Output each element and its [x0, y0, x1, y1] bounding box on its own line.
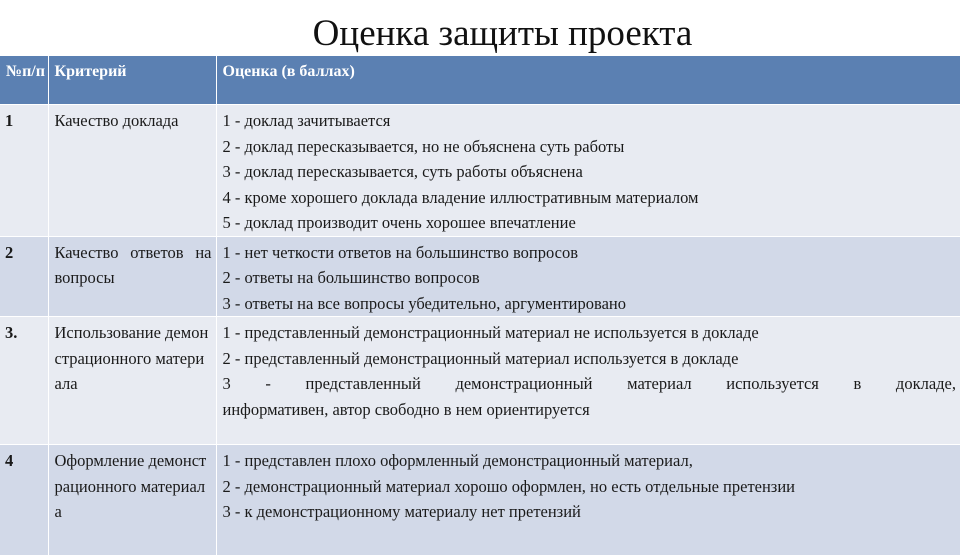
row-scores — [216, 105, 960, 237]
score-line: 2 - демонстрационный материал хорошо оформлен, но есть отдельные претензии — [222, 476, 795, 496]
score-line: 3 - доклад пересказывается, суть работы объяснена — [222, 162, 583, 181]
table-header-row — [0, 56, 960, 105]
score-line: 1 - нет четкости ответов на большинство вопросов — [222, 242, 579, 262]
table-row — [0, 445, 960, 555]
score-line: 2 - доклад пересказывается, но не объяснена суть работы — [222, 136, 625, 156]
header-score: Оценка (в баллах) — [216, 56, 960, 105]
header-criterion: Критерий — [48, 56, 216, 105]
row-criterion: Качество доклада — [48, 105, 216, 237]
score-line: 1 - представлен плохо оформленный демонстрационный материал, — [222, 451, 693, 470]
score-line: 2 - представленный демонстрационный материал используется в докладе — [222, 348, 739, 368]
table-row — [0, 236, 960, 317]
score-line: 4 - кроме хорошего доклада владение иллюстративным материалом — [222, 187, 699, 207]
row-number: 3. — [0, 317, 48, 445]
row-number: 1 — [0, 105, 48, 237]
score-line: 1 - представленный демонстрационный материал не используется в докладе — [222, 323, 759, 342]
score-line: 3 - ответы на все вопросы убедительно, аргументировано — [222, 293, 626, 313]
row-scores — [216, 317, 960, 445]
page-title: Оценка защиты проекта — [312, 13, 693, 54]
row-number: 4 — [0, 445, 48, 555]
table-row — [0, 105, 960, 237]
score-line: информативен, автор свободно в нем ориентируется — [222, 399, 590, 419]
row-criterion: Оформление демонстрационного материала — [48, 445, 216, 555]
row-number: 2 — [0, 236, 48, 317]
score-line: 1 - доклад зачитывается — [222, 111, 391, 130]
evaluation-table — [0, 56, 960, 555]
score-line: 5 - доклад производит очень хорошее впечатление — [222, 213, 576, 232]
table-row — [0, 317, 960, 445]
row-criterion: Качество ответов на вопросы — [48, 236, 216, 317]
row-criterion: Использование демонстрационного материала — [48, 317, 216, 445]
score-line: 3 - к демонстрационному материалу нет претензий — [222, 502, 581, 521]
row-scores — [216, 445, 960, 555]
score-line: 2 - ответы на большинство вопросов — [222, 268, 480, 287]
score-line: 3 - представленный демонстрационный материал используется в докладе, — [222, 374, 956, 393]
row-scores — [216, 236, 960, 317]
header-number: №п/п — [0, 56, 48, 105]
